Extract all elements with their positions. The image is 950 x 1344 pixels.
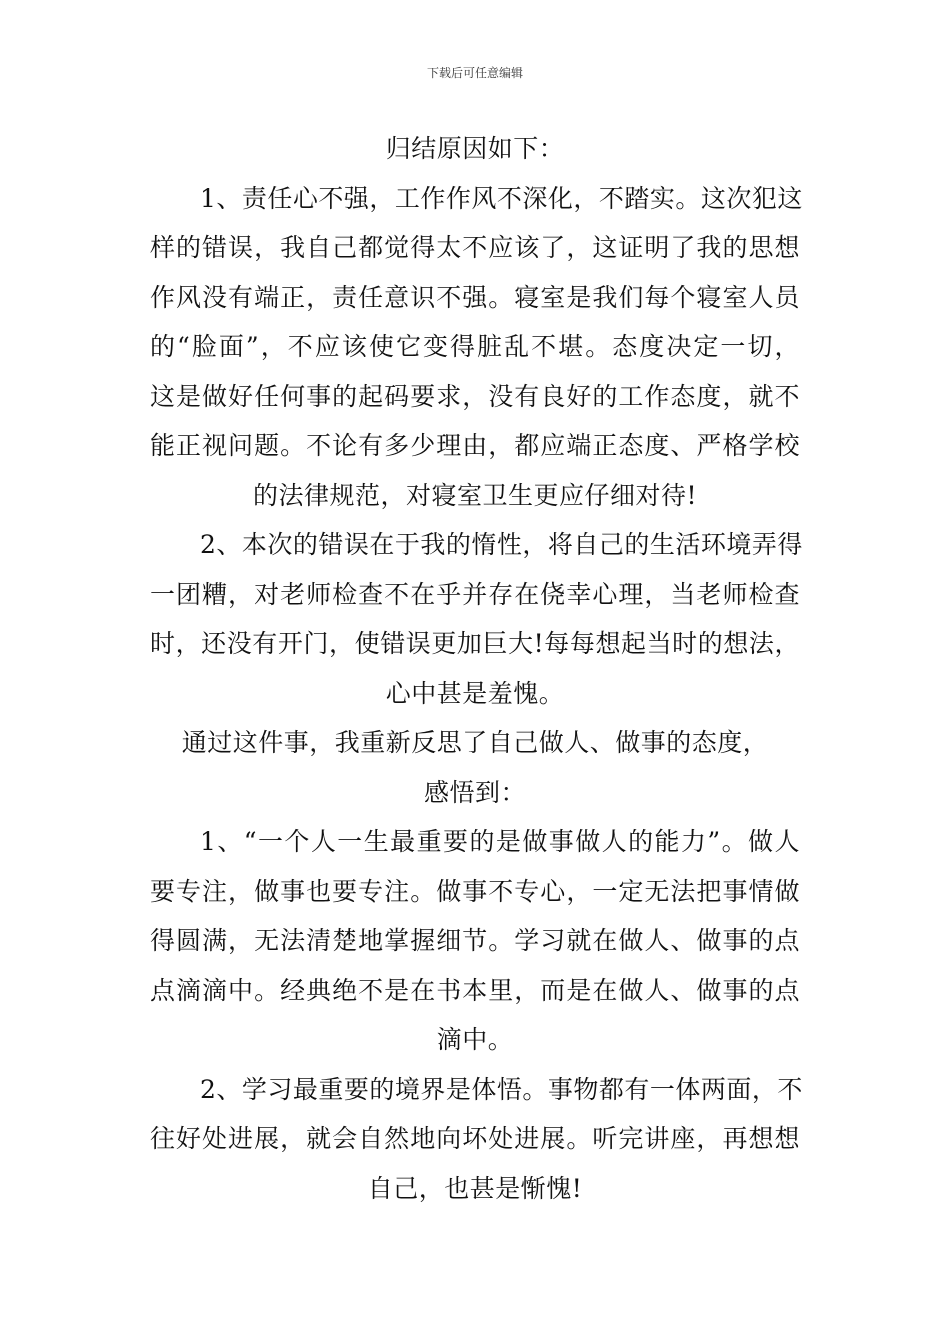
paragraph-line: 2、本次的错误在于我的惰性，将自己的生活环境弄得 <box>200 530 803 559</box>
paragraph-line: 1、“一个人一生最重要的是做事做人的能力”。做人 <box>200 827 800 856</box>
section-heading: 归结原因如下： <box>385 134 565 163</box>
paragraph-line: 时，还没有开门，使错误更加巨大!每每想起当时的想法， <box>150 629 800 658</box>
paragraph-line: 要专注，做事也要专注。做事不专心，一定无法把事情做 <box>150 876 800 906</box>
document-body <box>150 124 803 1213</box>
paragraph-line: 能正视问题。不论有多少理由，都应端正态度、严格学校 <box>150 431 800 460</box>
paragraph-line: 往好处进展，就会自然地向坏处进展。听完讲座，再想想 <box>150 1124 800 1153</box>
paragraph-line: 得圆满，无法清楚地掌握细节。学习就在做人、做事的点 <box>150 926 800 955</box>
paragraph-line: 的法律规范，对寝室卫生更应仔细对待! <box>252 480 698 510</box>
paragraph-line: 心中甚是羞愧。 <box>385 678 565 708</box>
paragraph-line: 这是做好任何事的起码要求，没有良好的工作态度，就不 <box>150 381 800 411</box>
paragraph-line: 感悟到： <box>423 777 526 807</box>
paragraph-line: 1、责任心不强，工作作风不深化，不踏实。这次犯这 <box>200 183 803 213</box>
paragraph-line: 的“脸面”，不应该使它变得脏乱不堪。态度决定一切， <box>150 332 800 361</box>
paragraph-line: 通过这件事，我重新反思了自己做人、做事的态度， <box>181 728 769 757</box>
paragraph-line: 样的错误，我自己都觉得太不应该了，这证明了我的思想 <box>150 233 800 262</box>
page-header-note: 下载后可任意编辑 <box>426 66 523 80</box>
paragraph-line: 自己，也甚是惭愧! <box>367 1173 583 1203</box>
paragraph-line: 作风没有端正，责任意识不强。寝室是我们每个寝室人员 <box>150 282 800 312</box>
paragraph-line: 2、学习最重要的境界是体悟。事物都有一体两面，不 <box>200 1074 803 1104</box>
paragraph-line: 滴中。 <box>436 1025 514 1054</box>
paragraph-line: 点滴滴中。经典绝不是在书本里，而是在做人、做事的点 <box>150 975 800 1005</box>
paragraph-line: 一团糟，对老师检查不在乎并存在侥幸心理，当老师检查 <box>150 579 800 609</box>
